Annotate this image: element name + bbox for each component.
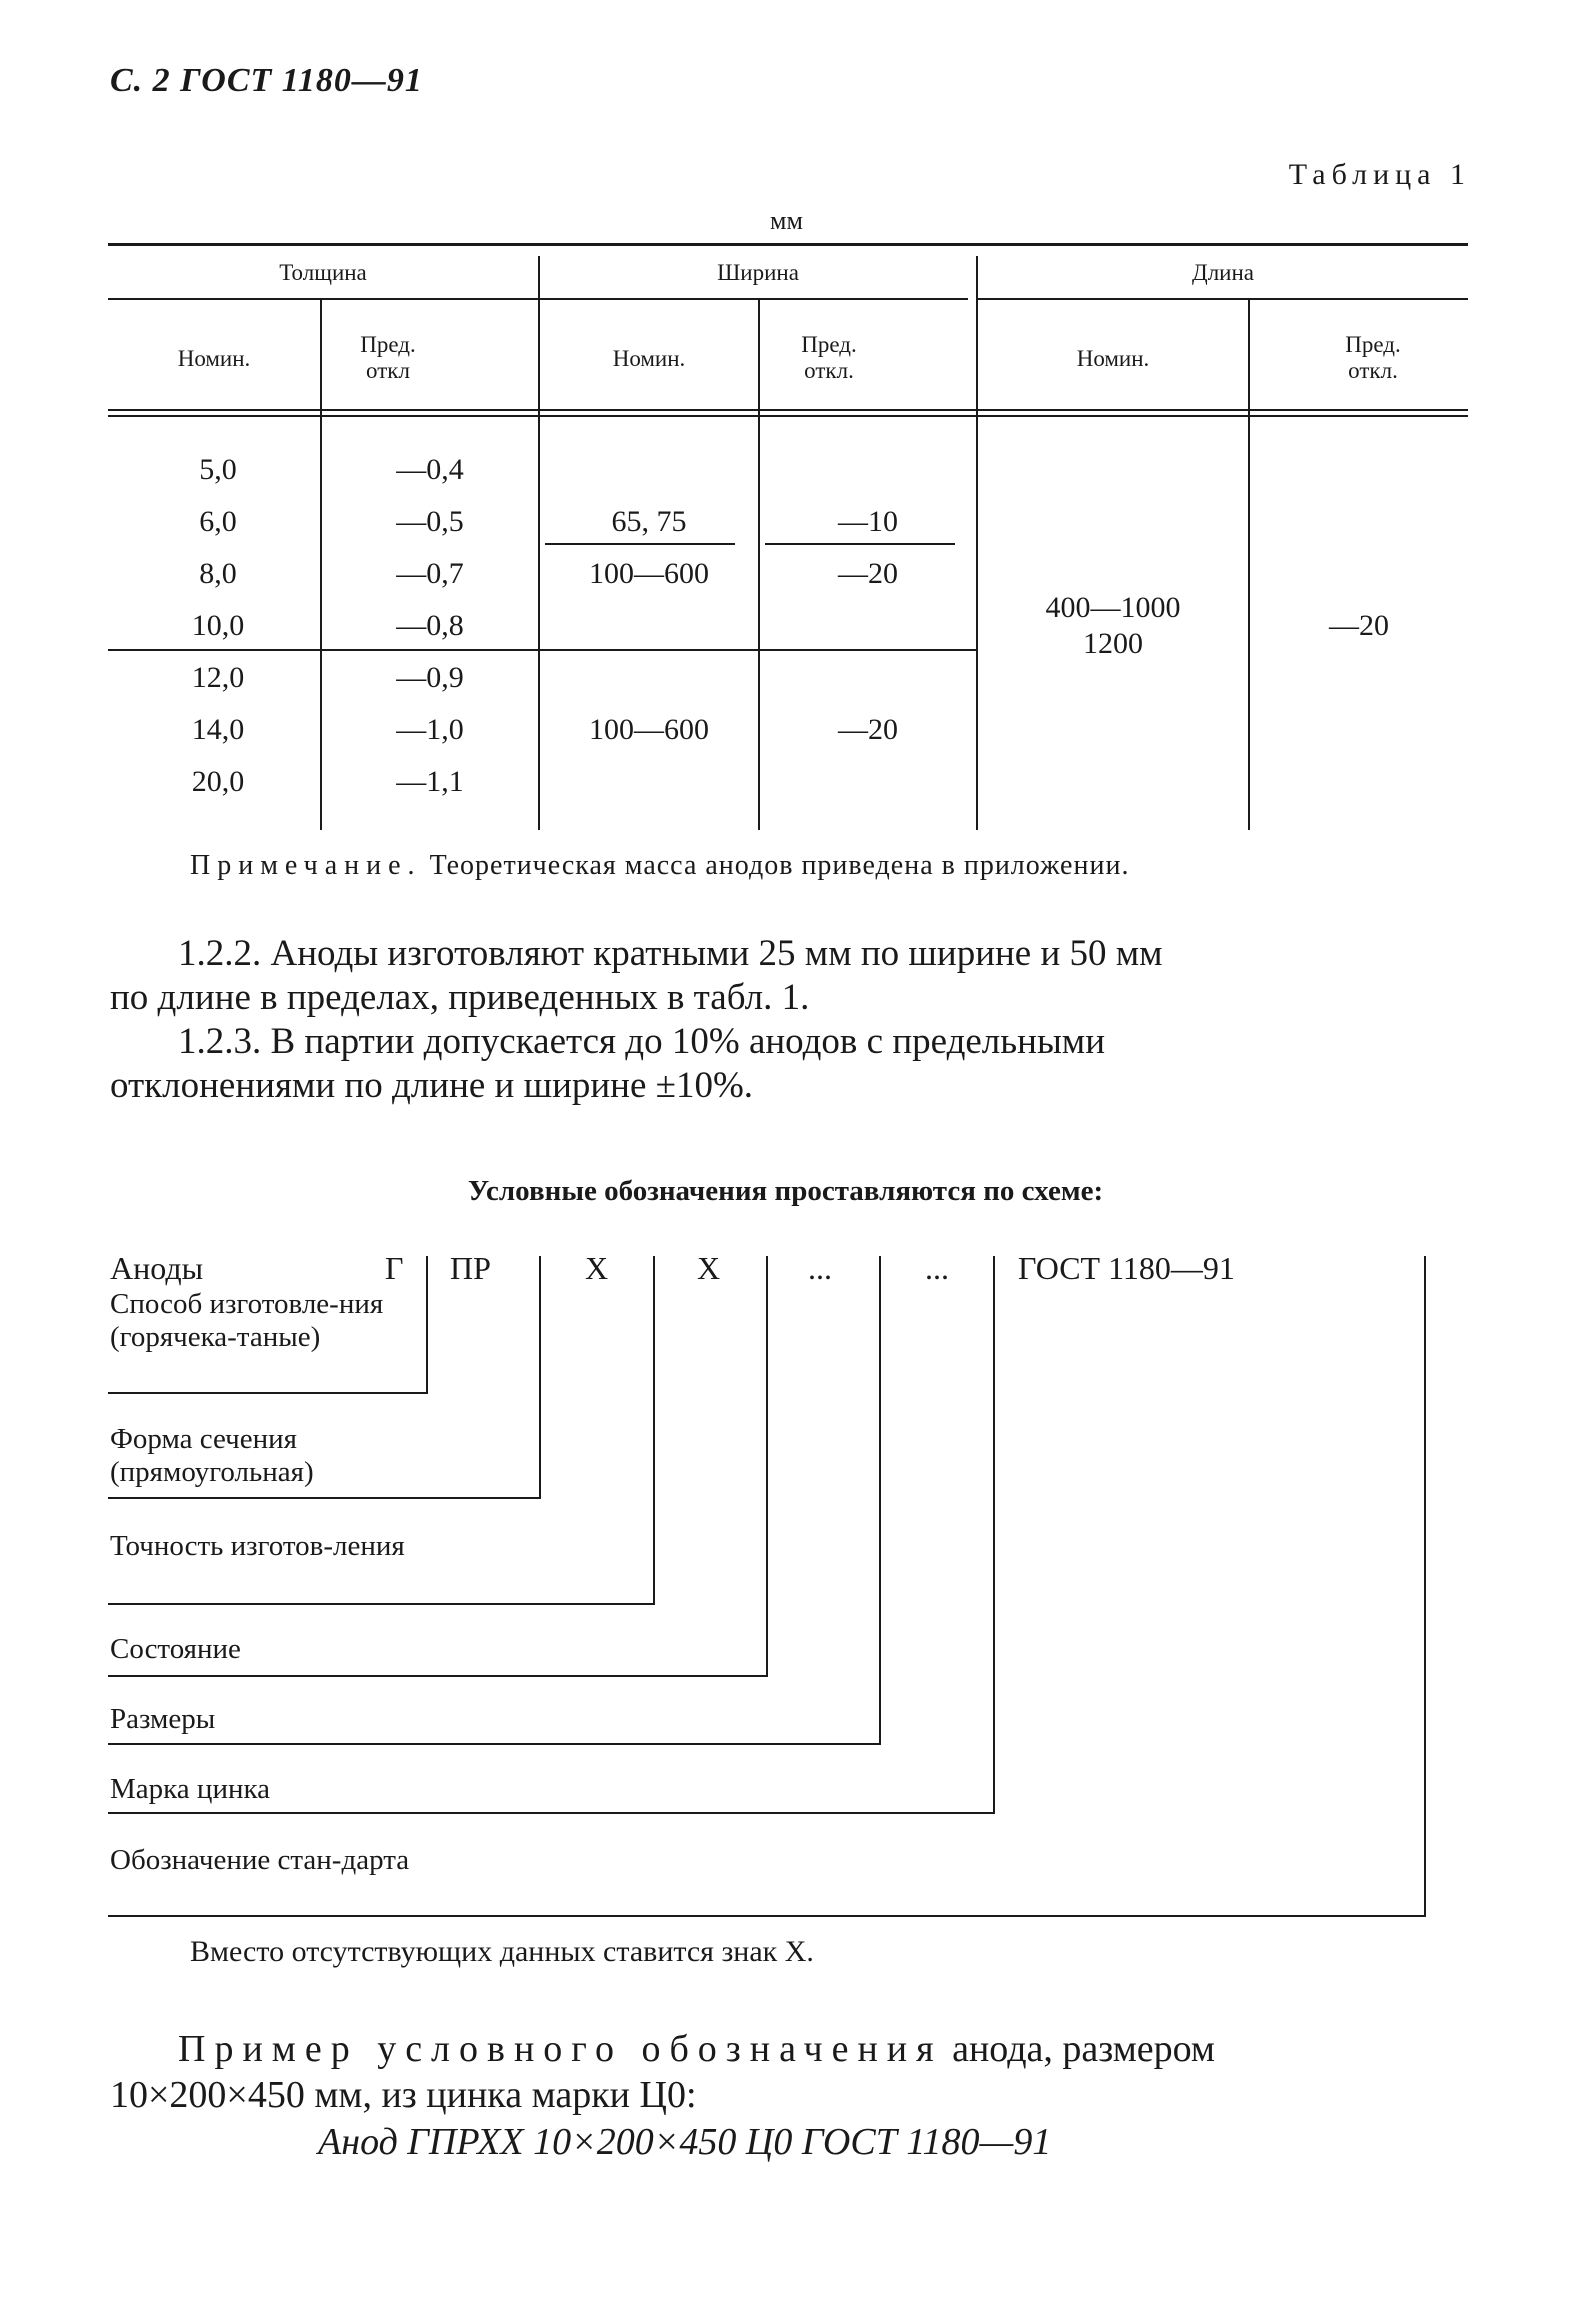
scheme-label: Состояние: [110, 1633, 241, 1665]
scheme-bracket: [993, 1256, 995, 1814]
paragraph-1-2-2: 1.2.2. Аноды изготовляют кратными 25 мм по ширине и 50 мм: [178, 933, 1163, 974]
scheme-code: Х: [697, 1250, 721, 1286]
scheme-bracket: [879, 1256, 881, 1745]
scheme-bracket: [108, 1915, 1426, 1917]
scheme-bracket: [108, 1392, 428, 1394]
table-cell-rule: [108, 649, 320, 651]
scheme-bracket: [108, 1812, 995, 1814]
table-cell-rule: [765, 543, 955, 545]
table-cell: 100—600: [589, 713, 709, 746]
scheme-code: Г: [385, 1250, 404, 1286]
scheme-bracket: [766, 1256, 768, 1677]
table-cell: —0,7: [396, 557, 464, 590]
table-cell: —0,4: [396, 453, 464, 486]
table-cell: —1,1: [396, 765, 464, 798]
note-lead: Примечание.: [190, 850, 422, 881]
subheader-dev: Пред. откл: [360, 332, 416, 384]
table-cell: 8,0: [199, 557, 237, 590]
example-rest: анода, размером: [952, 2028, 1215, 2070]
subheader-dev: Пред. откл.: [801, 332, 857, 384]
note-text: Теоретическая масса анодов приведена в приложении.: [429, 850, 1130, 881]
table-cell: 5,0: [199, 453, 237, 486]
table-cell: —1,0: [396, 713, 464, 746]
example-designation: Анод ГПРХХ 10×200×450 Ц0 ГОСТ 1180—91: [318, 2121, 1052, 2163]
table-cell: 400—1000: [1045, 591, 1181, 624]
table-cell: 14,0: [191, 713, 245, 746]
table-cell: —0,9: [396, 661, 464, 694]
table-col-rule: [1248, 300, 1250, 830]
table-cell: 100—600: [589, 557, 709, 590]
table-cell: —0,5: [396, 505, 464, 538]
scheme-bracket: [108, 1497, 541, 1499]
scheme-label: Размеры: [110, 1703, 216, 1735]
table-cell-rule: [545, 543, 735, 545]
table-cell: —10: [838, 505, 898, 538]
scheme-title: Условные обозначения проставляются по схеме:: [467, 1175, 1104, 1207]
scheme-label: Форма сечения (прямоугольная): [110, 1423, 314, 1489]
table-cell: 12,0: [191, 661, 245, 694]
scheme-bracket: [1424, 1256, 1426, 1917]
table-header-rule: [108, 415, 1468, 417]
table-header-rule: [108, 409, 1468, 411]
table-col-rule: [976, 256, 978, 830]
page-header: С. 2 ГОСТ 1180—91: [110, 62, 423, 99]
table-cell-rule: [322, 649, 538, 651]
missing-data-note: Вместо отсутствующих данных ставится знак Х.: [190, 1935, 814, 1968]
table-cell: —20: [1329, 609, 1389, 642]
scheme-bracket: [108, 1743, 881, 1745]
subheader-nom: Номин.: [612, 346, 686, 371]
scheme-label: Марка цинка: [110, 1773, 271, 1805]
table-group-rule: [540, 298, 968, 300]
table-cell-rule: [540, 649, 976, 651]
scheme-bracket: [539, 1256, 541, 1499]
scheme-bracket: [426, 1256, 428, 1394]
scheme-code: ПР: [450, 1250, 491, 1286]
scheme-label: Обозначение стан-дарта: [110, 1844, 410, 1876]
table-units: мм: [770, 206, 803, 235]
table-cell: 1200: [1083, 627, 1143, 660]
table-note: [190, 850, 1129, 882]
example-line-2: 10×200×450 мм, из цинка марки Ц0:: [110, 2074, 697, 2116]
scheme-label: Способ изготовле-ния (горячека-таные): [110, 1288, 384, 1354]
table-group-rule: [108, 298, 538, 300]
scheme-bracket: [653, 1256, 655, 1605]
example-lead: Пример условного обозначения: [178, 2028, 943, 2070]
scheme-code: ГОСТ 1180—91: [1018, 1250, 1235, 1286]
header-width: Ширина: [717, 260, 799, 285]
subheader-nom: Номин.: [177, 346, 251, 371]
table-top-rule: [108, 243, 1468, 246]
table-group-rule: [978, 298, 1468, 300]
table-cell: —20: [838, 713, 898, 746]
table-cell: —20: [838, 557, 898, 590]
example-line-1: [178, 2027, 1215, 2071]
table-cell: 6,0: [199, 505, 237, 538]
paragraph-1-2-3-cont: отклонениями по длине и ширине ±10%.: [110, 1065, 754, 1106]
scheme-bracket: [108, 1675, 768, 1677]
scheme-bracket: [108, 1603, 655, 1605]
paragraph-1-2-2-cont: по длине в пределах, приведенных в табл. 1.: [110, 977, 810, 1018]
table-cell: 10,0: [191, 609, 245, 642]
subheader-dev: Пред. откл.: [1345, 332, 1401, 384]
table-cell: 65, 75: [611, 505, 687, 538]
table-cell: 20,0: [191, 765, 245, 798]
header-thickness: Толщина: [279, 260, 367, 285]
scheme-label: Точность изготов-ления: [110, 1530, 405, 1562]
scheme-code: ...: [925, 1250, 949, 1286]
scheme-code: Х: [585, 1250, 609, 1286]
header-length: Длина: [1192, 260, 1254, 285]
scheme-code: ...: [808, 1250, 832, 1286]
scheme-anody: Аноды: [110, 1250, 204, 1286]
paragraph-1-2-3: 1.2.3. В партии допускается до 10% анодов с предельными: [178, 1021, 1106, 1062]
subheader-nom: Номин.: [1076, 346, 1150, 371]
table-caption: Таблица 1: [1288, 158, 1471, 191]
table-cell: —0,8: [396, 609, 464, 642]
